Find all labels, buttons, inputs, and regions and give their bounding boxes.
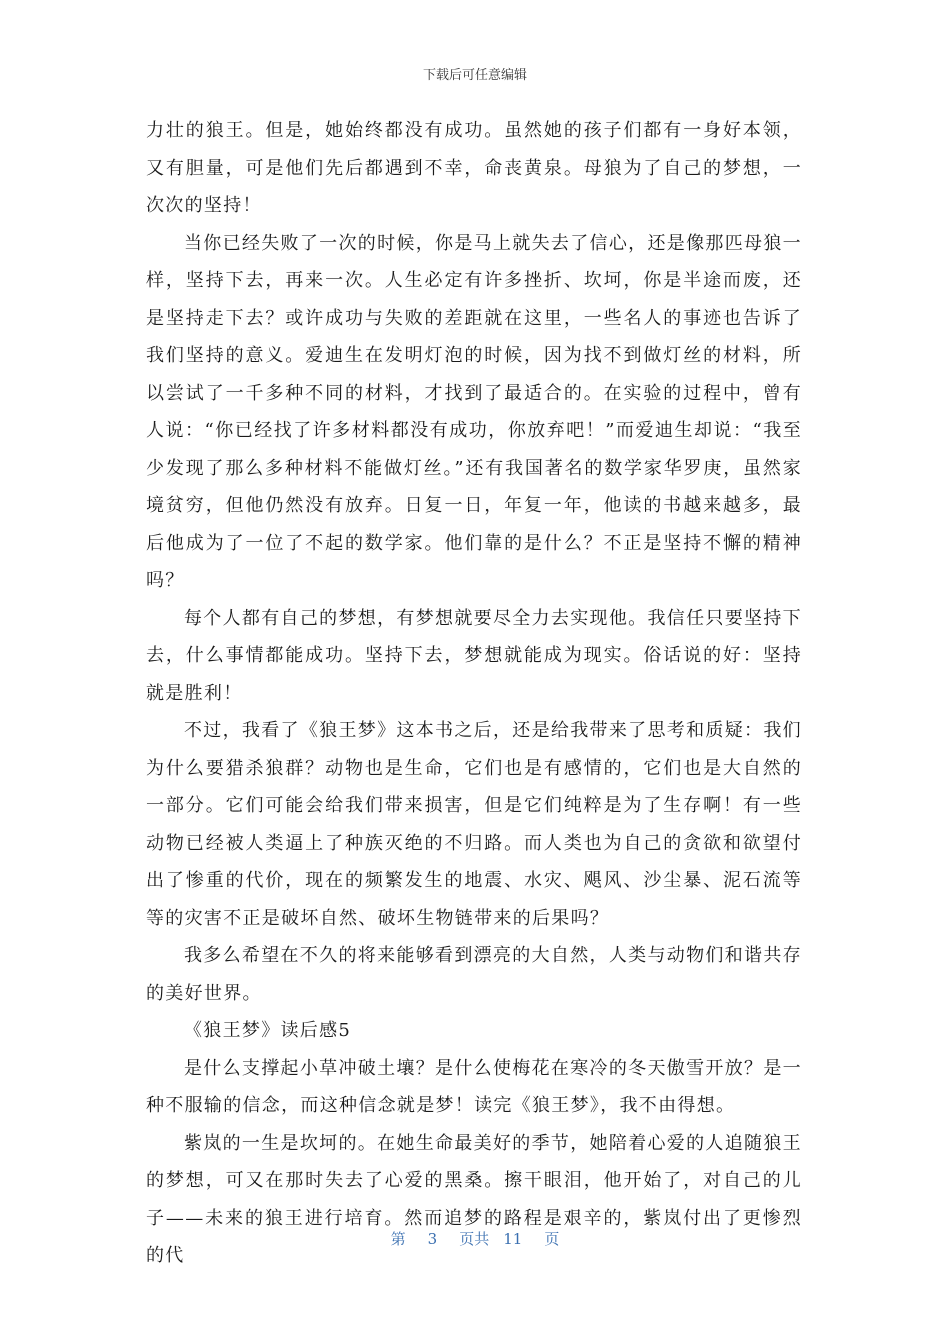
document-body bbox=[146, 112, 802, 1275]
pages-word: 页 bbox=[544, 1230, 560, 1248]
paragraph: 当你已经失败了一次的时候，你是马上就失去了信心，还是像那匹母狼一样，坚持下去，再来一次。人生必定有许多挫折、坎坷，你是半途而废，还是坚持走下去？或许成功与失败的差距就在这里，一些名人的事迹也告诉了我们坚持的意义。爱迪生在发明灯泡的时候，因为找不到做灯丝的材料，所以尝试了一千多种不同的材料，才找到了最适合的。在实验的过程中，曾有人说：“你已经找了许多材料都没有成功，你放弃吧！”而爱迪生却说：“我至少发现了那么多种材料不能做灯丝。”还有我国著名的数学家华罗庚，虽然家境贫穷，但他仍然没有放弃。日复一日，年复一年，他读的书越来越多，最后他成为了一位了不起的数学家。他们靠的是什么？不正是坚持不懈的精神吗？ bbox=[146, 232, 802, 591]
paragraph: 我多么希望在不久的将来能够看到漂亮的大自然，人类与动物们和谐共存的美好世界。 bbox=[146, 945, 802, 1004]
page-number: 3 bbox=[427, 1230, 438, 1248]
page-footer bbox=[0, 1228, 950, 1249]
paragraph: 紫岚的一生是坎坷的。在她生命最美好的季节，她陪着心爱的人追随狼王的梦想，可又在那时失去了心爱的黑桑。擦干眼泪，他开始了，对自己的儿子——未来的狼王进行培育。然而追梦的路程是艰辛的，紫岚付出了更惨烈的代 bbox=[146, 1132, 802, 1266]
paragraph: 每个人都有自己的梦想，有梦想就要尽全力去实现他。我信任只要坚持下去，什么事情都能成功。坚持下去，梦想就能成为现实。俗话说的好：坚持就是胜利！ bbox=[146, 607, 802, 704]
section-heading: 《狼王梦》读后感5 bbox=[184, 1020, 352, 1041]
page-of-word: 页共 bbox=[459, 1230, 490, 1248]
total-pages: 11 bbox=[503, 1230, 523, 1248]
page-header: 下载后可任意编辑 bbox=[422, 68, 527, 83]
paragraph: 是什么支撑起小草冲破土壤？是什么使梅花在寒冷的冬天傲雪开放？是一种不服输的信念，而这种信念就是梦！读完《狼王梦》，我不由得想。 bbox=[146, 1057, 802, 1116]
page-word: 第 bbox=[390, 1230, 406, 1248]
paragraph: 不过，我看了《狼王梦》这本书之后，还是给我带来了思考和质疑：我们为什么要猎杀狼群？动物也是生命，它们也是有感情的，它们也是大自然的一部分。它们可能会给我们带来损害，但是它们纯粹是为了生存啊！有一些动物已经被人类逼上了种族灭绝的不归路。而人类也为自己的贪欲和欲望付出了惨重的代价，现在的频繁发生的地震、水灾、飓风、沙尘暴、泥石流等等的灾害不正是破坏自然、破坏生物链带来的后果吗？ bbox=[146, 720, 802, 929]
paragraph: 力壮的狼王。但是，她始终都没有成功。虽然她的孩子们都有一身好本领，又有胆量，可是他们先后都遇到不幸，命丧黄泉。母狼为了自己的梦想，一次次的坚持！ bbox=[146, 120, 802, 216]
